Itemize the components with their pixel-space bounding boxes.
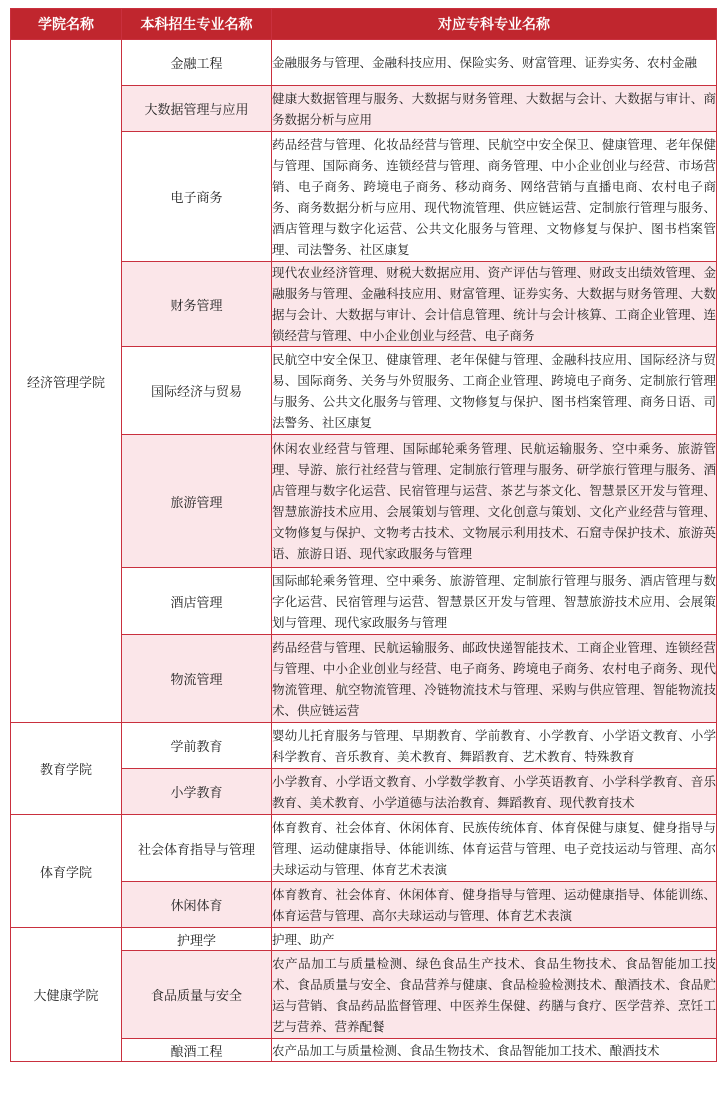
table-row (11, 928, 717, 951)
college-name: 经济管理学院 (11, 40, 122, 723)
major-name: 国际经济与贸易 (122, 347, 272, 435)
major-name: 大数据管理与应用 (122, 86, 272, 132)
related-majors: 金融服务与管理、金融科技应用、保险实务、财富管理、证券实务、农村金融 (272, 40, 717, 86)
table-row (11, 723, 717, 769)
related-majors: 民航空中安全保卫、健康管理、老年保健与管理、金融科技应用、国际经济与贸易、国际商务、关务与外贸服务、工商企业管理、跨境电子商务、定制旅行管理与服务、公共文化服务与管理、文物修复与保护、图书档案管理、商务日语、司法警务、社区康复 (272, 347, 717, 435)
major-name: 护理学 (122, 928, 272, 951)
related-majors: 小学教育、小学语文教育、小学数学教育、小学英语教育、小学科学教育、音乐教育、美术教育、小学道德与法治教育、舞蹈教育、现代教育技术 (272, 769, 717, 815)
major-name: 社会体育指导与管理 (122, 815, 272, 882)
related-majors: 药品经营与管理、化妆品经营与管理、民航空中安全保卫、健康管理、老年保健与管理、国际商务、连锁经营与管理、商务管理、中小企业创业与经营、市场营销、电子商务、跨境电子商务、移动商务、网络营销与直播电商、农村电子商务、商务数据分析与应用、现代物流管理、供应链运营、定制旅行管理与服务、酒店管理与数字化运营、公共文化服务与管理、文物修复与保护、图书档案管理、司法警务、社区康复 (272, 132, 717, 262)
major-name: 旅游管理 (122, 435, 272, 568)
major-name: 金融工程 (122, 40, 272, 86)
related-majors: 现代农业经济管理、财税大数据应用、资产评估与管理、财政支出绩效管理、金融服务与管理、金融科技应用、财富管理、证券实务、大数据与财务管理、大数据与会计、大数据与审计、会计信息管理、统计与会计核算、工商企业管理、连锁经营与管理、中小企业创业与经营、电子商务 (272, 262, 717, 347)
related-majors: 药品经营与管理、民航运输服务、邮政快递智能技术、工商企业管理、连锁经营与管理、中小企业创业与经营、电子商务、跨境电子商务、农村电子商务、现代物流管理、航空物流管理、冷链物流技术与管理、采购与供应管理、智能物流技术、供应链运营 (272, 635, 717, 723)
related-majors: 护理、助产 (272, 928, 717, 951)
college-name: 大健康学院 (11, 928, 122, 1062)
related-majors: 婴幼儿托育服务与管理、早期教育、学前教育、小学教育、小学语文教育、小学科学教育、音乐教育、美术教育、舞蹈教育、艺术教育、特殊教育 (272, 723, 717, 769)
major-name: 酿酒工程 (122, 1039, 272, 1062)
major-name: 财务管理 (122, 262, 272, 347)
related-majors: 农产品加工与质量检测、食品生物技术、食品智能加工技术、酿酒技术 (272, 1039, 717, 1062)
major-name: 酒店管理 (122, 568, 272, 635)
major-name: 食品质量与安全 (122, 951, 272, 1039)
major-table (10, 8, 717, 1062)
table-row (11, 815, 717, 882)
major-name: 电子商务 (122, 132, 272, 262)
table-row (11, 40, 717, 86)
major-name: 小学教育 (122, 769, 272, 815)
header-related: 对应专科专业名称 (272, 9, 717, 40)
header-college: 学院名称 (11, 9, 122, 40)
college-name: 体育学院 (11, 815, 122, 928)
major-name: 学前教育 (122, 723, 272, 769)
major-name: 休闲体育 (122, 882, 272, 928)
related-majors: 体育教育、社会体育、休闲体育、民族传统体育、体育保健与康复、健身指导与管理、运动健康指导、体能训练、体育运营与管理、电子竞技运动与管理、高尔夫球运动与管理、体育艺术表演 (272, 815, 717, 882)
header-row (11, 9, 717, 40)
college-name: 教育学院 (11, 723, 122, 815)
header-major: 本科招生专业名称 (122, 9, 272, 40)
related-majors: 休闲农业经营与管理、国际邮轮乘务管理、民航运输服务、空中乘务、旅游管理、导游、旅行社经营与管理、定制旅行管理与服务、研学旅行管理与服务、酒店管理与数字化运营、民宿管理与运营、茶艺与茶文化、智慧景区开发与管理、智慧旅游技术应用、会展策划与管理、文化创意与策划、文化产业经营与管理、文物修复与保护、文物考古技术、文物展示利用技术、石窟寺保护技术、旅游英语、旅游日语、现代家政服务与管理 (272, 435, 717, 568)
related-majors: 健康大数据管理与服务、大数据与财务管理、大数据与会计、大数据与审计、商务数据分析与应用 (272, 86, 717, 132)
related-majors: 体育教育、社会体育、休闲体育、健身指导与管理、运动健康指导、体能训练、体育运营与管理、高尔夫球运动与管理、体育艺术表演 (272, 882, 717, 928)
related-majors: 农产品加工与质量检测、绿色食品生产技术、食品生物技术、食品智能加工技术、食品质量与安全、食品营养与健康、食品检验检测技术、酿酒技术、食品贮运与营销、食品药品监督管理、中医养生保健、药膳与食疗、医学营养、烹饪工艺与营养、营养配餐 (272, 951, 717, 1039)
major-name: 物流管理 (122, 635, 272, 723)
related-majors: 国际邮轮乘务管理、空中乘务、旅游管理、定制旅行管理与服务、酒店管理与数字化运营、民宿管理与运营、智慧景区开发与管理、智慧旅游技术应用、会展策划与管理、现代家政服务与管理 (272, 568, 717, 635)
